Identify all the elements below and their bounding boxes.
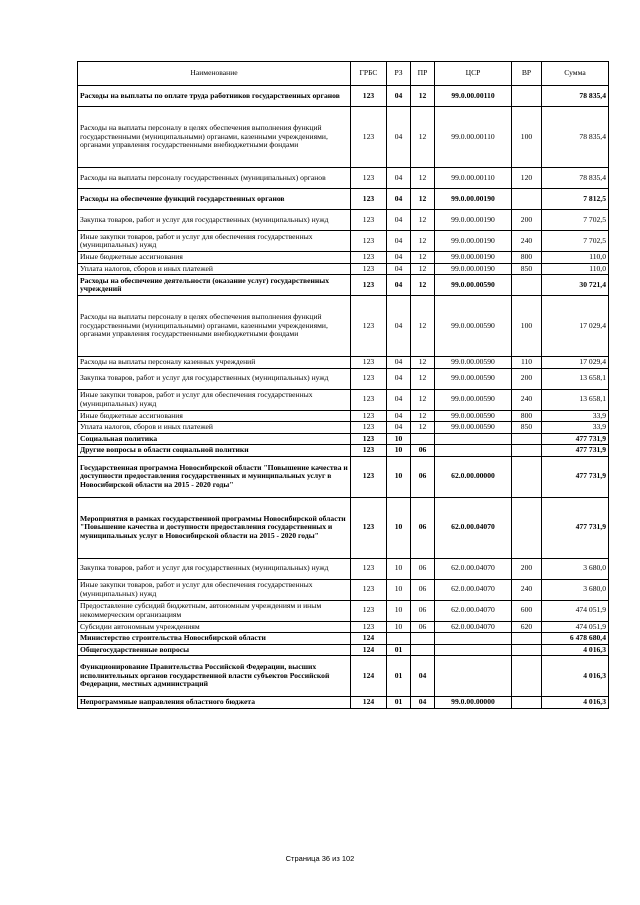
cell-vr: 800: [512, 410, 542, 422]
table-row: [78, 368, 609, 389]
cell-csr: 99.0.00.00190: [435, 210, 512, 231]
cell-name: Другие вопросы в области социальной политики: [78, 445, 351, 457]
cell-vr: 240: [512, 579, 542, 600]
cell-csr: [435, 433, 512, 445]
cell-rz: 10: [387, 579, 411, 600]
cell-vr: [512, 456, 542, 497]
cell-csr: 99.0.00.00190: [435, 252, 512, 264]
table-row: [78, 410, 609, 422]
cell-name: Расходы на выплаты персоналу государственных (муниципальных) органов: [78, 168, 351, 189]
cell-name: Расходы на обеспечение функций государственных органов: [78, 189, 351, 210]
cell-name: Иные бюджетные ассигнования: [78, 252, 351, 264]
cell-pr: 12: [411, 210, 435, 231]
cell-sum: 17 029,4: [542, 357, 609, 369]
cell-vr: 600: [512, 600, 542, 621]
cell-rz: 04: [387, 422, 411, 434]
cell-csr: 62.0.00.04070: [435, 558, 512, 579]
cell-sum: 110,0: [542, 252, 609, 264]
cell-csr: 99.0.00.00590: [435, 275, 512, 296]
cell-name: Министерство строительства Новосибирской области: [78, 633, 351, 645]
cell-pr: 12: [411, 86, 435, 107]
cell-grbs: 123: [351, 456, 387, 497]
cell-name: Мероприятия в рамках государственной программы Новосибирской области "Повышение качества и доступности предоставления государственных и муниципальных услуг в Новосибирской области на 2015 - 2020 годы": [78, 497, 351, 558]
cell-vr: 200: [512, 210, 542, 231]
cell-sum: 78 835,4: [542, 168, 609, 189]
cell-grbs: 123: [351, 252, 387, 264]
cell-pr: 12: [411, 357, 435, 369]
cell-name: Функционирование Правительства Российской Федерации, высших исполнительных органов государственной власти субъектов Российской Федерации, местных администраций: [78, 656, 351, 697]
cell-csr: 99.0.00.00590: [435, 410, 512, 422]
cell-sum: 474 051,9: [542, 621, 609, 633]
cell-sum: 474 051,9: [542, 600, 609, 621]
cell-csr: 62.0.00.04070: [435, 497, 512, 558]
cell-grbs: 123: [351, 497, 387, 558]
cell-sum: 4 016,3: [542, 697, 609, 709]
cell-sum: 33,9: [542, 422, 609, 434]
table-row: [78, 422, 609, 434]
table-row: [78, 579, 609, 600]
cell-csr: [435, 656, 512, 697]
cell-grbs: 123: [351, 600, 387, 621]
cell-csr: 99.0.00.00110: [435, 107, 512, 168]
cell-name: Иные закупки товаров, работ и услуг для обеспечения государственных (муниципальных) нужд: [78, 579, 351, 600]
cell-pr: 12: [411, 189, 435, 210]
cell-pr: 06: [411, 456, 435, 497]
table-row: [78, 168, 609, 189]
cell-rz: [387, 633, 411, 645]
cell-pr: 12: [411, 168, 435, 189]
cell-vr: [512, 644, 542, 656]
table-header-row: [78, 62, 609, 86]
table-row: [78, 456, 609, 497]
cell-name: Субсидии автономным учреждениям: [78, 621, 351, 633]
cell-pr: 12: [411, 252, 435, 264]
header-grbs: ГРБС: [351, 62, 387, 86]
cell-rz: 04: [387, 389, 411, 410]
cell-name: Расходы на выплаты по оплате труда работников государственных органов: [78, 86, 351, 107]
cell-csr: 62.0.00.04070: [435, 600, 512, 621]
cell-grbs: 123: [351, 296, 387, 357]
cell-csr: [435, 633, 512, 645]
cell-grbs: 123: [351, 189, 387, 210]
cell-sum: 7 812,5: [542, 189, 609, 210]
table-row: [78, 189, 609, 210]
cell-csr: 99.0.00.00590: [435, 422, 512, 434]
cell-grbs: 124: [351, 656, 387, 697]
cell-grbs: 123: [351, 168, 387, 189]
cell-grbs: 123: [351, 558, 387, 579]
cell-rz: 10: [387, 621, 411, 633]
cell-name: Общегосударственные вопросы: [78, 644, 351, 656]
cell-vr: [512, 275, 542, 296]
cell-vr: 800: [512, 252, 542, 264]
cell-sum: 477 731,9: [542, 433, 609, 445]
cell-name: Уплата налогов, сборов и иных платежей: [78, 263, 351, 275]
cell-sum: 30 721,4: [542, 275, 609, 296]
cell-pr: 12: [411, 422, 435, 434]
cell-csr: [435, 644, 512, 656]
table-row: [78, 633, 609, 645]
cell-sum: 33,9: [542, 410, 609, 422]
cell-name: Иные закупки товаров, работ и услуг для обеспечения государственных (муниципальных) нужд: [78, 389, 351, 410]
cell-vr: [512, 445, 542, 457]
cell-pr: 12: [411, 275, 435, 296]
cell-pr: 12: [411, 368, 435, 389]
cell-pr: 12: [411, 107, 435, 168]
cell-pr: 12: [411, 389, 435, 410]
cell-vr: [512, 189, 542, 210]
table-row: [78, 656, 609, 697]
cell-grbs: 123: [351, 275, 387, 296]
cell-name: Иные закупки товаров, работ и услуг для обеспечения государственных (муниципальных) нужд: [78, 231, 351, 252]
table-body: [78, 86, 609, 709]
cell-name: Государственная программа Новосибирской области "Повышение качества и доступности предоставления государственных и муниципальных услуг в Новосибирской области на 2015 - 2020 годы": [78, 456, 351, 497]
cell-vr: 200: [512, 368, 542, 389]
table-row: [78, 296, 609, 357]
cell-vr: 240: [512, 231, 542, 252]
table-row: [78, 497, 609, 558]
cell-vr: [512, 433, 542, 445]
cell-pr: 06: [411, 621, 435, 633]
cell-name: Уплата налогов, сборов и иных платежей: [78, 422, 351, 434]
cell-sum: 4 016,3: [542, 644, 609, 656]
header-rz: РЗ: [387, 62, 411, 86]
cell-pr: 06: [411, 600, 435, 621]
cell-csr: 99.0.00.00110: [435, 168, 512, 189]
cell-pr: 12: [411, 231, 435, 252]
cell-grbs: 123: [351, 357, 387, 369]
cell-vr: 120: [512, 168, 542, 189]
table-row: [78, 86, 609, 107]
cell-vr: [512, 86, 542, 107]
cell-vr: 100: [512, 107, 542, 168]
cell-grbs: 124: [351, 697, 387, 709]
header-sum: Сумма: [542, 62, 609, 86]
cell-sum: 78 835,4: [542, 107, 609, 168]
cell-sum: 13 658,1: [542, 389, 609, 410]
cell-grbs: 123: [351, 422, 387, 434]
cell-grbs: 124: [351, 633, 387, 645]
cell-pr: 12: [411, 296, 435, 357]
cell-csr: 99.0.00.00590: [435, 357, 512, 369]
cell-grbs: 123: [351, 579, 387, 600]
table-row: [78, 600, 609, 621]
cell-sum: 78 835,4: [542, 86, 609, 107]
cell-rz: 01: [387, 697, 411, 709]
cell-sum: 13 658,1: [542, 368, 609, 389]
cell-rz: 04: [387, 231, 411, 252]
cell-rz: 10: [387, 497, 411, 558]
cell-pr: [411, 433, 435, 445]
cell-rz: 10: [387, 456, 411, 497]
cell-sum: 477 731,9: [542, 497, 609, 558]
cell-rz: 10: [387, 445, 411, 457]
table-row: [78, 210, 609, 231]
table-row: [78, 389, 609, 410]
cell-vr: [512, 633, 542, 645]
header-csr: ЦСР: [435, 62, 512, 86]
cell-name: Социальная политика: [78, 433, 351, 445]
cell-csr: 99.0.00.00590: [435, 368, 512, 389]
cell-rz: 04: [387, 368, 411, 389]
budget-table: [77, 61, 609, 709]
cell-rz: 04: [387, 86, 411, 107]
cell-rz: 10: [387, 433, 411, 445]
table-row: [78, 697, 609, 709]
table-row: [78, 275, 609, 296]
header-pr: ПР: [411, 62, 435, 86]
cell-csr: 62.0.00.00000: [435, 456, 512, 497]
cell-grbs: 123: [351, 263, 387, 275]
cell-name: Иные бюджетные ассигнования: [78, 410, 351, 422]
cell-pr: 04: [411, 697, 435, 709]
table-row: [78, 252, 609, 264]
cell-pr: 06: [411, 558, 435, 579]
cell-csr: 99.0.00.00110: [435, 86, 512, 107]
cell-pr: 12: [411, 410, 435, 422]
cell-grbs: 123: [351, 210, 387, 231]
cell-grbs: 123: [351, 410, 387, 422]
cell-sum: 110,0: [542, 263, 609, 275]
cell-name: Закупка товаров, работ и услуг для государственных (муниципальных) нужд: [78, 558, 351, 579]
cell-pr: 06: [411, 497, 435, 558]
cell-sum: 7 702,5: [542, 231, 609, 252]
cell-vr: 620: [512, 621, 542, 633]
cell-rz: 04: [387, 263, 411, 275]
cell-pr: 06: [411, 579, 435, 600]
cell-name: Закупка товаров, работ и услуг для государственных (муниципальных) нужд: [78, 210, 351, 231]
cell-csr: 99.0.00.00590: [435, 389, 512, 410]
cell-csr: 99.0.00.00190: [435, 263, 512, 275]
table-row: [78, 621, 609, 633]
cell-rz: 04: [387, 107, 411, 168]
cell-vr: 200: [512, 558, 542, 579]
cell-sum: 3 680,0: [542, 558, 609, 579]
cell-rz: 04: [387, 189, 411, 210]
cell-grbs: 123: [351, 368, 387, 389]
cell-pr: [411, 644, 435, 656]
cell-name: Расходы на выплаты персоналу казенных учреждений: [78, 357, 351, 369]
cell-rz: 01: [387, 644, 411, 656]
cell-csr: 99.0.00.00590: [435, 296, 512, 357]
cell-vr: 110: [512, 357, 542, 369]
cell-pr: [411, 633, 435, 645]
cell-sum: 3 680,0: [542, 579, 609, 600]
cell-sum: 477 731,9: [542, 445, 609, 457]
cell-name: Расходы на выплаты персоналу в целях обеспечения выполнения функций государственными (муниципальными) органами, казенными учреждениями, органами управления государственными внебюджетными фондами: [78, 296, 351, 357]
cell-grbs: 123: [351, 389, 387, 410]
cell-grbs: 123: [351, 231, 387, 252]
cell-grbs: 123: [351, 445, 387, 457]
cell-grbs: 123: [351, 107, 387, 168]
cell-name: Расходы на выплаты персоналу в целях обеспечения выполнения функций государственными (муниципальными) органами, казенными учреждениями, органами управления государственными внебюджетными фондами: [78, 107, 351, 168]
cell-csr: [435, 445, 512, 457]
page-number: Страница 36 из 102: [285, 854, 355, 863]
table-row: [78, 357, 609, 369]
cell-grbs: 123: [351, 433, 387, 445]
table-row: [78, 263, 609, 275]
cell-rz: 04: [387, 296, 411, 357]
cell-csr: 99.0.00.00000: [435, 697, 512, 709]
cell-name: Закупка товаров, работ и услуг для государственных (муниципальных) нужд: [78, 368, 351, 389]
cell-rz: 04: [387, 357, 411, 369]
cell-sum: 17 029,4: [542, 296, 609, 357]
cell-sum: 6 478 680,4: [542, 633, 609, 645]
cell-vr: 100: [512, 296, 542, 357]
cell-rz: 04: [387, 210, 411, 231]
cell-vr: 850: [512, 263, 542, 275]
cell-sum: 4 016,3: [542, 656, 609, 697]
cell-rz: 01: [387, 656, 411, 697]
cell-csr: 62.0.00.04070: [435, 621, 512, 633]
cell-vr: [512, 497, 542, 558]
cell-csr: 62.0.00.04070: [435, 579, 512, 600]
cell-rz: 10: [387, 558, 411, 579]
cell-vr: [512, 697, 542, 709]
table-row: [78, 445, 609, 457]
table-row: [78, 558, 609, 579]
table-row: [78, 644, 609, 656]
cell-pr: 04: [411, 656, 435, 697]
header-name: Наименование: [78, 62, 351, 86]
table-row: [78, 433, 609, 445]
cell-vr: 850: [512, 422, 542, 434]
cell-rz: 04: [387, 410, 411, 422]
cell-rz: 04: [387, 275, 411, 296]
cell-vr: [512, 656, 542, 697]
cell-csr: 99.0.00.00190: [435, 231, 512, 252]
header-vr: ВР: [512, 62, 542, 86]
cell-sum: 7 702,5: [542, 210, 609, 231]
cell-rz: 04: [387, 168, 411, 189]
table-row: [78, 231, 609, 252]
cell-name: Предоставление субсидий бюджетным, автономным учреждениям и иным некоммерческим организациям: [78, 600, 351, 621]
cell-rz: 04: [387, 252, 411, 264]
cell-rz: 10: [387, 600, 411, 621]
cell-pr: 12: [411, 263, 435, 275]
cell-sum: 477 731,9: [542, 456, 609, 497]
cell-csr: 99.0.00.00190: [435, 189, 512, 210]
cell-name: Непрограммные направления областного бюджета: [78, 697, 351, 709]
cell-name: Расходы на обеспечение деятельности (оказание услуг) государственных учреждений: [78, 275, 351, 296]
cell-pr: 06: [411, 445, 435, 457]
cell-grbs: 123: [351, 621, 387, 633]
cell-vr: 240: [512, 389, 542, 410]
table-row: [78, 107, 609, 168]
cell-grbs: 124: [351, 644, 387, 656]
cell-grbs: 123: [351, 86, 387, 107]
